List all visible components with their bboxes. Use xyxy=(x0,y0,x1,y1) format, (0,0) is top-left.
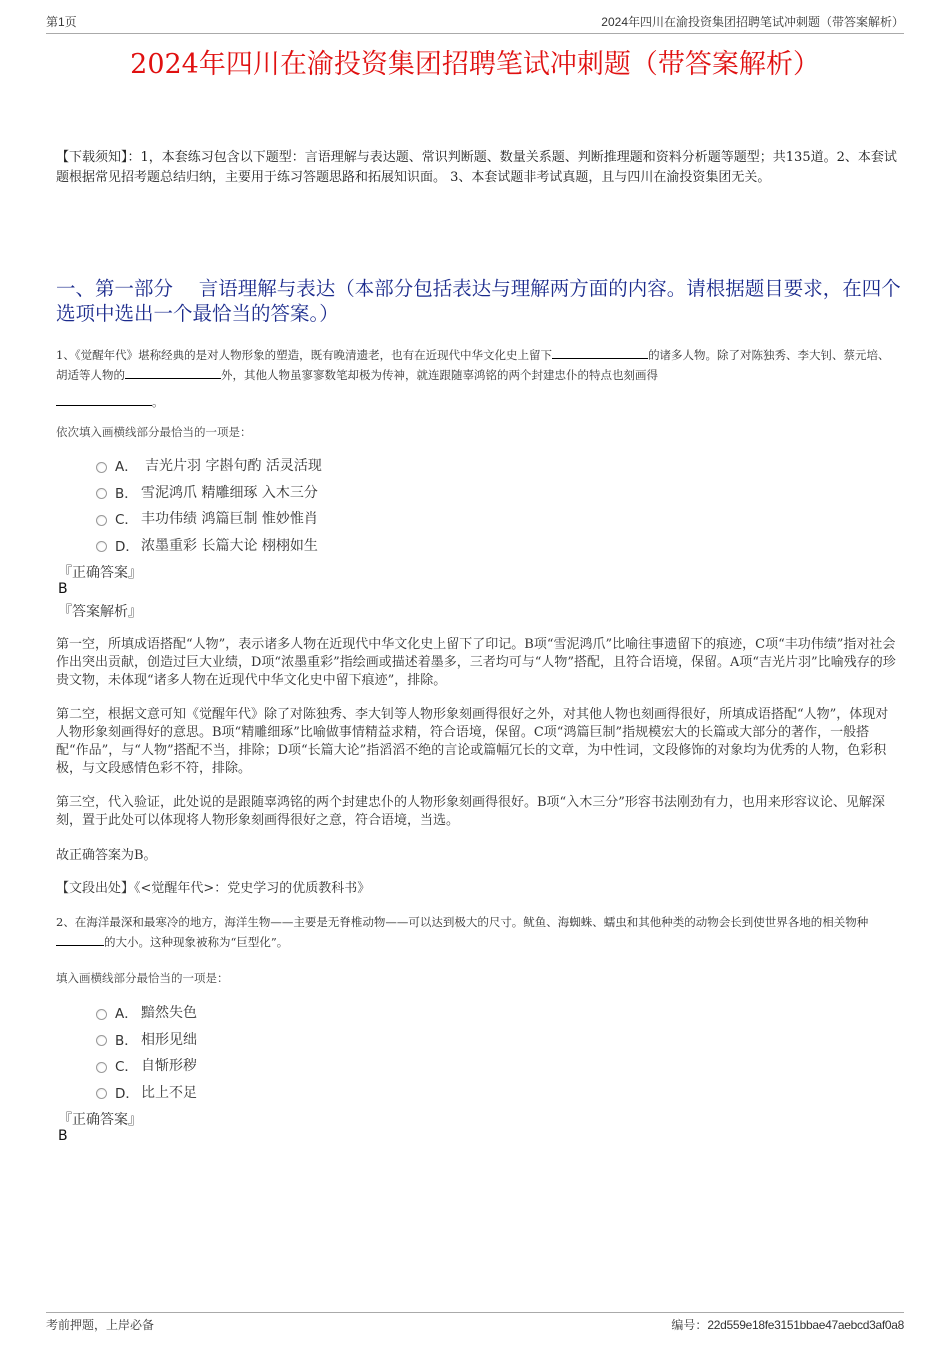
radio-button[interactable] xyxy=(96,515,107,526)
footer-slogan: 考前押题，上岸必备 xyxy=(46,1318,155,1332)
correct-answer-label: 『正确答案』 xyxy=(58,565,142,581)
analysis-conclusion: 故正确答案为B。 xyxy=(56,848,157,863)
option-b[interactable]: B． 相形见绌 xyxy=(96,1026,197,1053)
radio-button[interactable] xyxy=(96,1035,107,1046)
correct-answer-label: 『正确答案』 xyxy=(58,1112,142,1128)
correct-answer: B xyxy=(58,581,68,597)
option-d[interactable]: D． 浓墨重彩 长篇大论 栩栩如生 xyxy=(96,532,322,559)
blank-2 xyxy=(125,366,221,379)
question-1-prompt: 依次填入画横线部分最恰当的一项是： xyxy=(56,425,252,439)
option-d[interactable]: D． 比上不足 xyxy=(96,1079,197,1106)
radio-button[interactable] xyxy=(96,541,107,552)
question-2-stem: 2、在海洋最深和最寒冷的地方，海洋生物——主要是无脊椎动物——可以达到极大的尺寸。鱿鱼、海蜘蛛、蠕虫和其他种类的动物会长到使世界各地的相关物种的大小。这种现象被称为“巨型化”。 xyxy=(56,915,869,949)
radio-button[interactable] xyxy=(96,1088,107,1099)
analysis-paragraph-2: 第二空，根据文意可知《觉醒年代》除了对陈独秀、李大钊等人物形象刻画得很好之外，对其他人物也刻画得很好，所填成语搭配“人物”，体现对人物形象刻画得好的意思。B项“精雕细琢”比喻做事情精益求精，符合语境，保留。C项“鸿篇巨制”指规模宏大的长篇或大部分的著作，一般搭配“作品”，与“人物”搭配不当，排除；D项“长篇大论”指滔滔不绝的言论或篇幅冗长的文章，为中性词，文段修饰的对象均为优秀的人物，色彩积极，与文段感情色彩不符，排除。 xyxy=(56,707,889,776)
option-c[interactable]: C． 丰功伟绩 鸿篇巨制 惟妙惟肖 xyxy=(96,505,322,532)
analysis-paragraph-3: 第三空，代入验证，此处说的是跟随辜鸿铭的两个封建忠仆的人物形象刻画得很好。B项“入木三分”形容书法刚劲有力，也用来形容议论、见解深刻，置于此处可以体现将人物形象刻画得很好之意，符合语境，当选。 xyxy=(56,795,885,828)
blank-1 xyxy=(552,346,648,359)
passage-source: 【文段出处】《<觉醒年代>：党史学习的优质教科书》 xyxy=(56,881,371,896)
radio-button[interactable] xyxy=(96,488,107,499)
question-1-stem: 1、《觉醒年代》堪称经典的是对人物形象的塑造，既有晚清遗老，也有在近现代中华文化史上留下 的诸多人物。除了对陈独秀、李大钊、蔡元培、胡适等人物的 外，其他人物虽寥寥数笔却极为传神，就连跟随辜鸿铭的两个封建忠仆的特点也刻画得 。 xyxy=(56,348,890,409)
page-number: 第1页 xyxy=(46,15,77,29)
radio-button[interactable] xyxy=(96,1062,107,1073)
question-1-options xyxy=(96,452,322,558)
correct-answer: B xyxy=(58,1128,68,1144)
download-notice: 【下载须知】：1，本套练习包含以下题型：言语理解与表达题、常识判断题、数量关系题、判断推理题和资料分析题等题型；共135道。2、本套试题根据常见招考题总结归纳，主要用于练习答题思路和拓展知识面。 3、本套试题非考试真题，且与四川在渝投资集团无关。 xyxy=(56,150,897,185)
page-header xyxy=(46,14,904,34)
blank-3 xyxy=(56,393,152,406)
analysis-paragraph-1: 第一空，所填成语搭配“人物”，表示诸多人物在近现代中华文化史上留下了印记。B项“雪泥鸿爪”比喻往事遗留下的痕迹，C项“丰功伟绩”指对社会作出突出贡献，创造过巨大业绩，D项“浓墨重彩”指绘画或描述着墨多，三者均可与“人物”搭配，且符合语境，保留。A项“吉光片羽”比喻残存的珍贵文物，未体现“诸多人物在近现代中华文化史中留下痕迹”，排除。 xyxy=(56,637,896,688)
option-b[interactable]: B． 雪泥鸿爪 精雕细琢 入木三分 xyxy=(96,479,322,506)
document-code: 编号：22d559e18fe3151bbae47aebcd3af0a8 xyxy=(671,1318,904,1332)
option-a[interactable]: A． 黯然失色 xyxy=(96,999,197,1026)
blank-1 xyxy=(56,933,104,946)
page-footer xyxy=(46,1312,904,1333)
question-2-prompt: 填入画横线部分最恰当的一项是： xyxy=(56,971,229,985)
question-2-options xyxy=(96,999,197,1105)
option-a[interactable]: A． 吉光片羽 字斟句酌 活灵活现 xyxy=(96,452,322,479)
analysis-label: 『答案解析』 xyxy=(58,604,142,620)
document-title: 2024年四川在渝投资集团招聘笔试冲刺题（带答案解析） xyxy=(130,49,820,80)
section-heading: 一、第一部分 言语理解与表达（本部分包括表达与理解两方面的内容。请根据题目要求，在四个选项中选出一个最恰当的答案。） xyxy=(56,277,901,325)
running-title: 2024年四川在渝投资集团招聘笔试冲刺题（带答案解析） xyxy=(601,15,904,29)
radio-button[interactable] xyxy=(96,1009,107,1020)
option-c[interactable]: C． 自惭形秽 xyxy=(96,1052,197,1079)
radio-button[interactable] xyxy=(96,462,107,473)
